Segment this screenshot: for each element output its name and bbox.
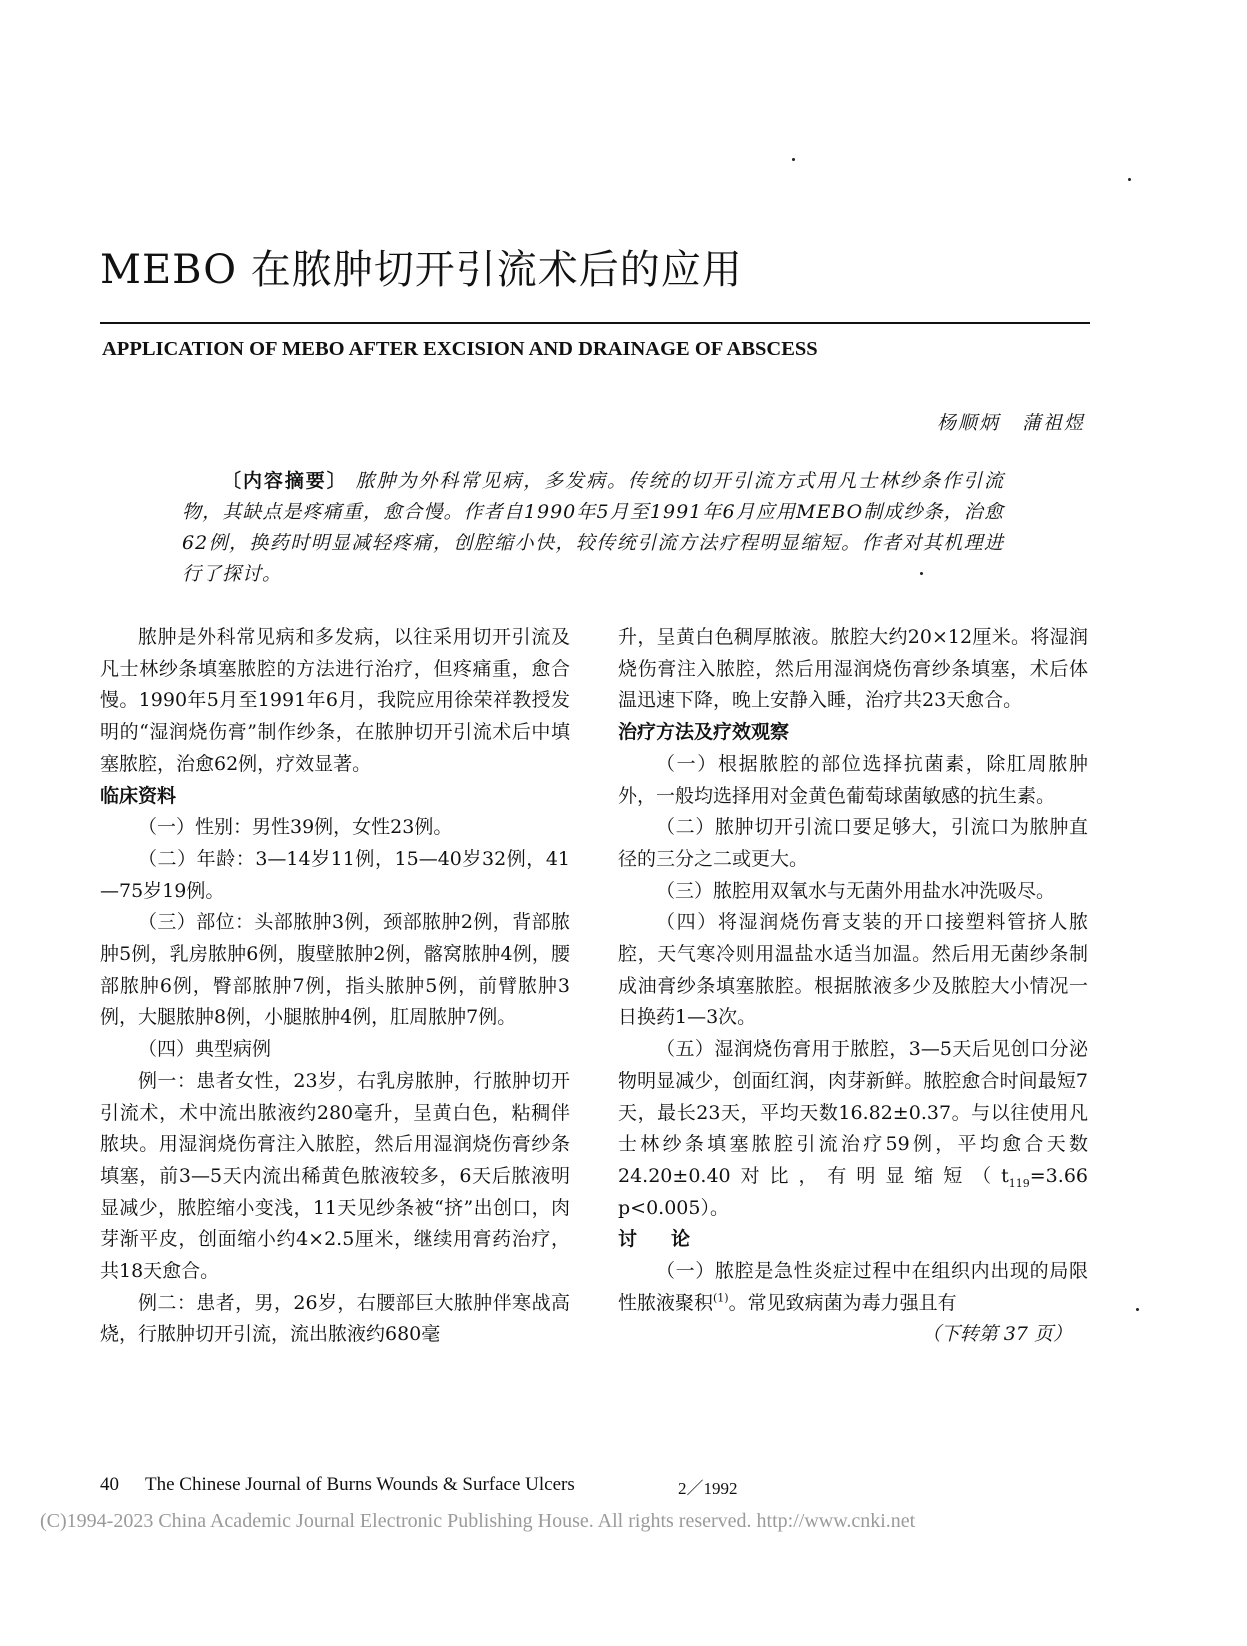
discussion-text: （一）脓腔是急性炎症过程中在组织内出现的局限性脓液聚积	[618, 1260, 1088, 1314]
title-divider	[100, 322, 1090, 324]
citation-marker: (1)	[713, 1291, 729, 1305]
page-number: 40	[100, 1474, 119, 1495]
scan-speck	[920, 572, 923, 575]
treatment-item: （三）脓腔用双氧水与无菌外用盐水冲洗吸尽。	[656, 879, 1056, 902]
right-column	[618, 622, 1108, 1351]
english-title: APPLICATION OF MEBO AFTER EXCISION AND DRAINAGE OF ABSCESS	[102, 338, 818, 360]
discussion-text: 。常见致病菌为毒力强且有	[728, 1291, 957, 1314]
discussion-paragraph	[618, 1256, 1088, 1319]
abstract-label: 〔内容摘要〕	[222, 470, 348, 492]
page-title: MEBO 在脓肿切开引流术后的应用	[100, 247, 743, 293]
clinical-item: （一）性别：男性39例，女性23例。	[138, 816, 453, 839]
treatment-item: （四）将湿润烧伤膏支装的开口接塑料管挤人脓腔，天气寒冷则用温盐水适当加温。然后用无菌纱条制成油膏纱条填塞脓腔。根据脓液多少及脓腔大小情况一日换药1—3次。	[618, 911, 1088, 1029]
scan-speck	[792, 158, 795, 161]
t-subscript: 119	[1008, 1176, 1030, 1190]
author-list	[937, 408, 1085, 435]
section-heading-clinical: 临床资料	[100, 784, 177, 807]
journal-name: The Chinese Journal of Burns Wounds & Surface Ulcers	[145, 1474, 575, 1495]
footer	[100, 1474, 575, 1496]
treatment-item: （二）脓肿切开引流口要足够大，引流口为脓肿直径的三分之二或更大。	[618, 816, 1088, 870]
scan-speck	[1136, 1308, 1139, 1311]
section-heading-treatment: 治疗方法及疗效观察	[618, 721, 790, 744]
clinical-item: （四）典型病例	[138, 1038, 272, 1061]
clinical-item: （三）部位：头部脓肿3例，颈部脓肿2例，背部脓肿5例，乳房脓肿6例，腹壁脓肿2例，髂窝脓肿4例，腰部脓肿6例，臀部脓肿7例，指头脓肿5例，前臂脓肿3例，大腿脓肿8例，小腿脓肿4例，肛周脓肿7例。	[100, 911, 570, 1029]
issue-number: 2／1992	[678, 1479, 738, 1498]
author-name: 蒲祖煜	[1021, 412, 1085, 434]
left-column	[100, 622, 570, 1351]
section-heading-discussion: 讨论	[618, 1228, 725, 1251]
intro-paragraph: 脓肿是外科常见病和多发病，以往采用切开引流及凡士林纱条填塞脓腔的方法进行治疗，但疼痛重，愈合慢。1990年5月至1991年6月，我院应用徐荣祥教授发明的“湿润烧伤膏”制作纱条，在脓肿切开引流术后中填塞脓腔，治愈62例，疗效显著。	[100, 626, 570, 775]
case-paragraph: 例一：患者女性，23岁，右乳房脓肿，行脓肿切开引流术，术中流出脓液约280毫升，呈黄白色，粘稠伴脓块。用湿润烧伤膏注入脓腔，然后用湿润烧伤膏纱条填塞，前3—5天内流出稀黄色脓液较多，6天后脓液明显减少，脓腔缩小变浅，11天见纱条被“挤”出创口，肉芽渐平皮，创面缩小约4×2.5厘米，继续用膏药治疗，共18天愈合。	[100, 1069, 570, 1283]
treatment-item	[618, 1034, 1108, 1224]
abstract-text: 脓肿为外科常见病，多发病。传统的切开引流方式用凡士林纱条作引流物，其缺点是疼痛重，愈合慢。作者自1990年5月至1991年6月应用MEBO制成纱条，治愈62例，换药时明显减轻疼痛，创腔缩小快，较传统引流方法疗程明显缩短。作者对其机理进行了探讨。	[182, 470, 1004, 585]
author-name: 杨顺炳	[936, 412, 1000, 434]
copyright-watermark: (C)1994-2023 China Academic Journal Electronic Publishing House. All rights reserved. http://www.cnki.net	[40, 1510, 916, 1532]
treatment-text: （五）湿润烧伤膏用于脓腔，3—5天后见创口分泌物明显减少，创面红润，肉芽新鲜。脓腔愈合时间最短7天，最长23天，平均天数16.82±0.37。与以往使用凡士林纱条填塞脓腔引流治疗59例，平均愈合天数24.20±0.40对比，有明显缩短（t	[618, 1038, 1088, 1187]
treatment-item: （一）根据脓腔的部位选择抗菌素，除肛周脓肿外，一般均选择用对金黄色葡萄球菌敏感的抗生素。	[618, 752, 1088, 807]
abstract	[182, 466, 1004, 590]
case-paragraph-continued: 升，呈黄白色稠厚脓液。脓腔大约20×12厘米。将湿润烧伤膏注入脓腔，然后用湿润烧伤膏纱条填塞，术后体温迅速下降，晚上安静入睡，治疗共23天愈合。	[618, 626, 1088, 712]
scan-speck	[1128, 178, 1131, 181]
treatment-text: =3.66 p<0.005）。	[618, 1164, 1108, 1219]
clinical-item: （二）年龄：3—14岁11例，15—40岁32例，41—75岁19例。	[100, 847, 570, 902]
case-paragraph: 例二：患者，男，26岁，右腰部巨大脓肿伴寒战高烧，行脓肿切开引流，流出脓液约680毫	[100, 1291, 570, 1346]
continued-note: （下转第 37 页）	[921, 1323, 1072, 1346]
